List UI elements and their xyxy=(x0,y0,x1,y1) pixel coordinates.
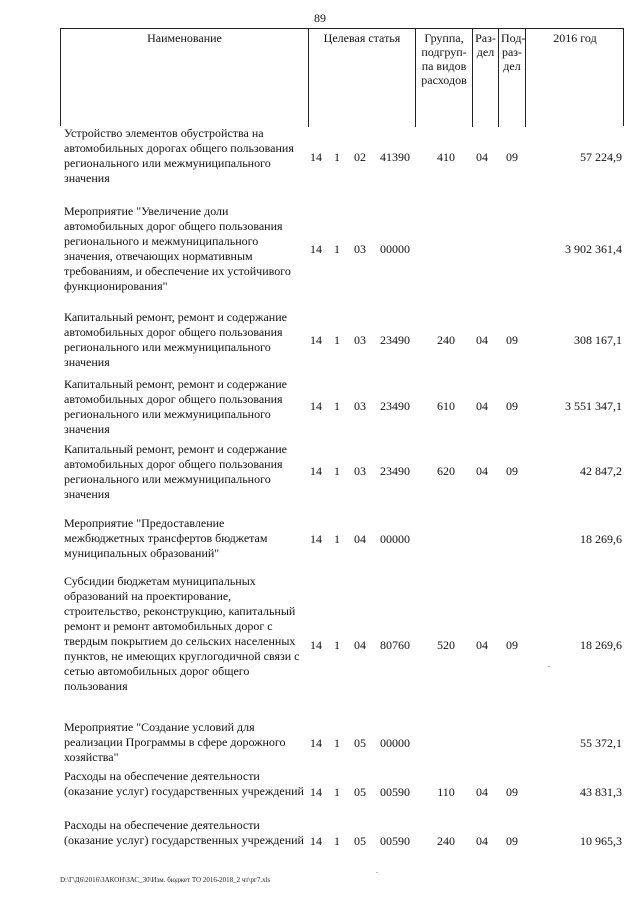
cell-amount: 3 551 347,1 xyxy=(565,399,622,413)
row-name: Капитальный ремонт, ремонт и содержание автомобильных дорог общего пользования регионального или межмуниципального значения xyxy=(64,377,287,436)
cell-event: 05 xyxy=(354,785,366,799)
cell-amount: 308 167,1 xyxy=(574,333,622,347)
table-header xyxy=(60,28,624,126)
header-subsection: Под-раз-дел xyxy=(498,29,525,127)
cell-event: 05 xyxy=(354,834,366,848)
row-name: Капитальный ремонт, ремонт и содержание автомобильных дорог общего пользования регионального или межмуниципального значения xyxy=(64,310,287,369)
row-name: Устройство элементов обустройства на автомобильных дорогах общего пользования регионального или межмуниципального значения xyxy=(64,126,294,185)
cell-code: 00000 xyxy=(380,736,410,750)
cell-program: 14 xyxy=(310,638,322,652)
cell-code: 00590 xyxy=(380,785,410,799)
row-name: Капитальный ремонт, ремонт и содержание автомобильных дорог общего пользования регионального или межмуниципального значения xyxy=(64,442,287,501)
cell-subprogram: 1 xyxy=(334,333,340,347)
cell-amount: 3 902 361,4 xyxy=(565,242,622,256)
cell-subsection: 09 xyxy=(506,785,518,799)
cell-amount: 57 224,9 xyxy=(580,150,622,164)
cell-section: 04 xyxy=(476,834,488,848)
row-name: Расходы на обеспечение деятельности (оказание услуг) государственных учреждений xyxy=(64,769,304,798)
cell-program: 14 xyxy=(310,736,322,750)
cell-event: 05 xyxy=(354,736,366,750)
cell-amount: 18 269,6 xyxy=(580,638,622,652)
cell-program: 14 xyxy=(310,834,322,848)
cell-code: 80760 xyxy=(380,638,410,652)
page-number: 89 xyxy=(314,11,326,25)
cell-subprogram: 1 xyxy=(334,532,340,546)
cell-subsection: 09 xyxy=(506,333,518,347)
cell-amount: 43 831,3 xyxy=(580,785,622,799)
cell-event: 04 xyxy=(354,532,366,546)
cell-section: 04 xyxy=(476,638,488,652)
cell-code: 23490 xyxy=(380,333,410,347)
cell-program: 14 xyxy=(310,464,322,478)
cell-subprogram: 1 xyxy=(334,785,340,799)
cell-code: 41390 xyxy=(380,150,410,164)
cell-section: 04 xyxy=(476,399,488,413)
cell-amount: 18 269,6 xyxy=(580,532,622,546)
cell-section: 04 xyxy=(476,464,488,478)
cell-event: 04 xyxy=(354,638,366,652)
cell-group: 410 xyxy=(437,150,455,164)
cell-subprogram: 1 xyxy=(334,736,340,750)
file-path-footer: D:\Г\Д6\2016\ЗАКОН\ЗАС_30\Изм. бюджет ТО 2016-2018_2 чт\рг7.xls xyxy=(60,876,271,884)
cell-group: 610 xyxy=(437,399,455,413)
cell-program: 14 xyxy=(310,242,322,256)
cell-subsection: 09 xyxy=(506,150,518,164)
cell-code: 23490 xyxy=(380,399,410,413)
cell-event: 03 xyxy=(354,242,366,256)
cell-subsection: 09 xyxy=(506,834,518,848)
cell-subprogram: 1 xyxy=(334,638,340,652)
cell-section: 04 xyxy=(476,150,488,164)
cell-amount: 42 847,2 xyxy=(580,464,622,478)
row-name: Субсидии бюджетам муниципальных образований на проектирование, строительство, реконструкцию, капитальный ремонт и ремонт автомобильных дорог с твердым покрытием до сельских населенных пунктов, не имеющих круглогодичной связи с сетью автомобильных дорог общего пользования xyxy=(64,574,300,693)
cell-subprogram: 1 xyxy=(334,834,340,848)
row-name: Мероприятие "Создание условий для реализации Программы в сфере дорожного хозяйства" xyxy=(64,720,286,764)
cell-group: 240 xyxy=(437,333,455,347)
cell-subprogram: 1 xyxy=(334,150,340,164)
cell-subsection: 09 xyxy=(506,464,518,478)
cell-section: 04 xyxy=(476,785,488,799)
cell-program: 14 xyxy=(310,399,322,413)
cell-section: 04 xyxy=(476,333,488,347)
cell-subprogram: 1 xyxy=(334,399,340,413)
cell-event: 03 xyxy=(354,399,366,413)
cell-code: 00590 xyxy=(380,834,410,848)
header-section: Раз-дел xyxy=(472,29,498,127)
cell-subprogram: 1 xyxy=(334,242,340,256)
cell-event: 02 xyxy=(354,150,366,164)
scan-speck: . xyxy=(548,660,550,669)
cell-code: 23490 xyxy=(380,464,410,478)
cell-group: 520 xyxy=(437,638,455,652)
scan-speck: . xyxy=(376,866,378,875)
cell-event: 03 xyxy=(354,333,366,347)
cell-subsection: 09 xyxy=(506,399,518,413)
cell-group: 620 xyxy=(437,464,455,478)
cell-code: 00000 xyxy=(380,242,410,256)
cell-amount: 55 372,1 xyxy=(580,736,622,750)
header-target: Целевая статья xyxy=(308,29,415,127)
row-name: Расходы на обеспечение деятельности (оказание услуг) государственных учреждений xyxy=(64,818,304,847)
row-name: Мероприятие "Увеличение доли автомобильных дорог общего пользования регионального и межмуниципального значения, отвечающих нормативным требованиям, и обеспечение их устойчивого функционирования" xyxy=(64,204,291,293)
cell-program: 14 xyxy=(310,150,322,164)
cell-amount: 10 965,3 xyxy=(580,834,622,848)
cell-program: 14 xyxy=(310,532,322,546)
cell-subprogram: 1 xyxy=(334,464,340,478)
cell-group: 110 xyxy=(437,785,455,799)
header-group: Группа, подгруп-па видов расходов xyxy=(415,29,472,127)
cell-code: 00000 xyxy=(380,532,410,546)
header-year: 2016 год xyxy=(525,29,624,127)
cell-group: 240 xyxy=(437,834,455,848)
row-name: Мероприятие "Предоставление межбюджетных трансфертов бюджетам муниципальных образований" xyxy=(64,516,268,560)
cell-program: 14 xyxy=(310,785,322,799)
cell-subsection: 09 xyxy=(506,638,518,652)
cell-event: 03 xyxy=(354,464,366,478)
header-name: Наименование xyxy=(147,31,222,45)
cell-program: 14 xyxy=(310,333,322,347)
